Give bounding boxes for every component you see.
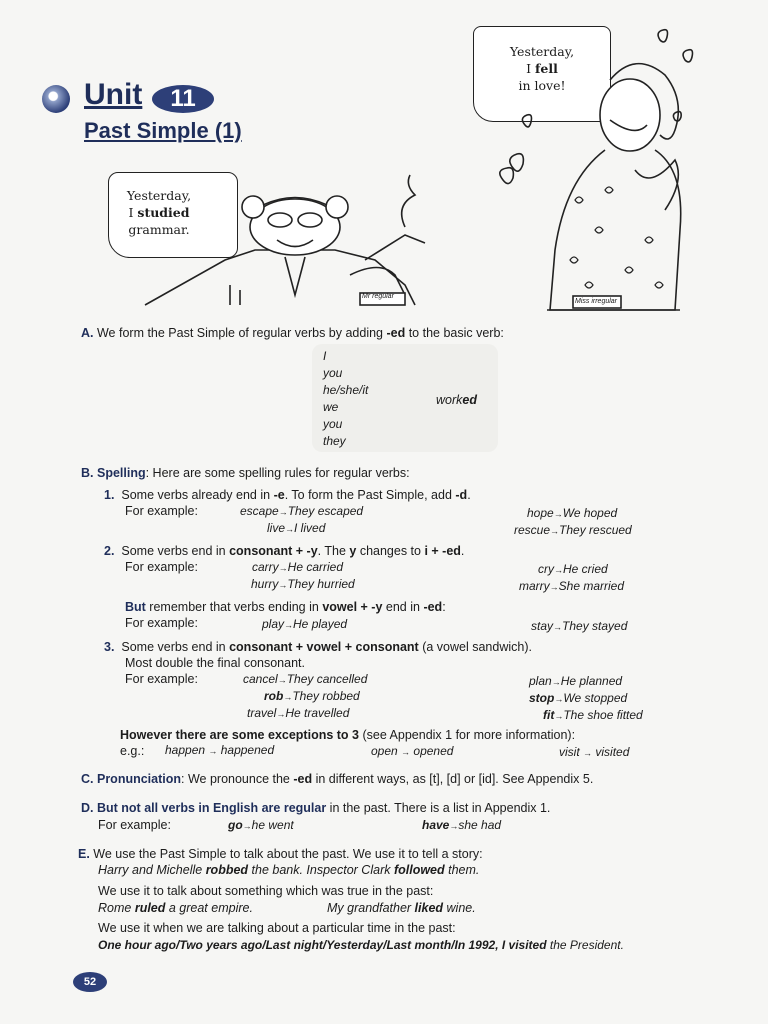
example-hope: hope→We hoped: [527, 506, 618, 520]
rule-2: 2. Some verbs end in consonant + -y. The y changes to i + -ed.: [104, 544, 465, 558]
example-carry: carry→He carried: [252, 560, 344, 574]
pronoun: you: [323, 417, 343, 431]
example-live: live→I lived: [267, 521, 326, 535]
pronoun: they: [323, 434, 346, 448]
rule-3: 3. Some verbs end in consonant + vowel + consonant (a vowel sandwich).: [104, 640, 532, 654]
pronoun: we: [323, 400, 339, 414]
worked-verb: worked: [436, 393, 477, 407]
section-e: E. We use the Past Simple to talk about the past. We use it to tell a story:: [78, 847, 483, 861]
pronoun: you: [323, 366, 343, 380]
irregular-heading: But not all verbs in English are regular: [96, 801, 327, 815]
section-e-label: E.: [78, 847, 90, 861]
page-number: 52: [83, 976, 97, 988]
example-stop: stop→We stopped: [529, 691, 628, 705]
unit-word: Unit: [84, 78, 143, 111]
woman-speech-bubble: Yesterday, I fell in love!: [473, 26, 611, 122]
woman-bubble-verb: fell: [535, 61, 558, 76]
pronoun: I: [323, 349, 327, 363]
page-number-badge: [73, 972, 107, 992]
section-d: D. But not all verbs in English are regular in the past. There is a list in Appendix 1.: [81, 801, 551, 815]
rule-1: 1. Some verbs already end in -e. To form the Past Simple, add -d.: [104, 488, 471, 502]
section-a-label: A.: [81, 326, 94, 340]
example-have: have→she had: [422, 818, 502, 832]
section-b: B. Spelling: Here are some spelling rules for regular verbs:: [81, 466, 410, 480]
for-example-label: For example:: [125, 616, 198, 630]
rome-example: Rome ruled a great empire.: [98, 901, 253, 915]
example-visit: visit → visited: [559, 745, 630, 759]
time-example: One hour ago/Two years ago/Last night/Yesterday/Last month/In 1992, I visited the President.: [98, 938, 624, 952]
eg-label: e.g.:: [120, 744, 145, 758]
section-e-line2: We use it to talk about something which was true in the past:: [98, 884, 434, 898]
unit-number: 11: [170, 85, 196, 112]
example-fit: fit→The shoe fitted: [543, 708, 643, 722]
example-stay: stay→They stayed: [531, 619, 628, 633]
woman-tag: Miss irregular: [575, 298, 618, 305]
example-hurry: hurry→They hurried: [251, 577, 355, 591]
pronoun: he/she/it: [323, 383, 369, 397]
example-go: go→he went: [228, 818, 294, 832]
spelling-heading: Spelling: [96, 466, 146, 480]
woman-bubble-line3: in love!: [518, 78, 566, 93]
exceptions-note: However there are some exceptions to 3 (see Appendix 1 for more information):: [120, 728, 576, 742]
grandfather-example: My grandfather liked wine.: [327, 901, 476, 915]
story-example: Harry and Michelle robbed the bank. Inspector Clark followed them.: [98, 863, 480, 877]
example-cry: cry→He cried: [538, 562, 608, 576]
section-a: A. We form the Past Simple of regular verbs by adding -ed to the basic verb:: [81, 326, 504, 340]
pronunciation-heading: Pronunciation: [96, 772, 182, 786]
rule-3-line2: Most double the final consonant.: [125, 656, 305, 670]
section-e-line3: We use it when we are talking about a particular time in the past:: [98, 921, 456, 935]
section-c: C. Pronunciation: We pronounce the -ed in different ways, as [t], [d] or [id]. See Appendix 5.: [81, 772, 594, 786]
woman-illustration: [485, 20, 710, 315]
section-c-label: C.: [81, 772, 94, 786]
example-happen: happen → happened: [165, 743, 275, 757]
for-example-label: For example:: [98, 818, 171, 832]
for-example-label: For example:: [125, 504, 198, 518]
example-rob: rob→They robbed: [264, 689, 360, 703]
page-title: Past Simple (1): [84, 118, 242, 143]
unit-heading: [84, 78, 142, 112]
section-b-label: B.: [81, 466, 94, 480]
conjugation-box: [312, 344, 498, 452]
example-play: play→He played: [262, 617, 348, 631]
example-travel: travel→He travelled: [247, 706, 350, 720]
for-example-label: For example:: [125, 672, 198, 686]
man-speech-bubble: Yesterday, I studied grammar.: [108, 172, 238, 258]
example-escape: escape→They escaped: [240, 504, 364, 518]
for-example-label: For example:: [125, 560, 198, 574]
man-bubble-verb: studied: [137, 205, 190, 220]
example-marry: marry→She married: [519, 579, 625, 593]
example-plan: plan→He planned: [529, 674, 623, 688]
example-rescue: rescue→They rescued: [514, 523, 632, 537]
rule-2-but: But remember that verbs ending in vowel + -y end in -ed:: [125, 600, 446, 614]
example-cancel: cancel→They cancelled: [243, 672, 368, 686]
man-bubble-line3: grammar.: [128, 222, 190, 237]
man-tag: Mr regular: [362, 293, 394, 300]
pronoun-list: [323, 348, 368, 450]
section-d-label: D.: [81, 801, 94, 815]
man-bubble-line1: Yesterday,: [126, 188, 192, 203]
unit-badge-icon: [42, 85, 70, 113]
unit-number-badge: [152, 85, 214, 113]
example-open: open → opened: [371, 744, 454, 758]
woman-bubble-line1: Yesterday,: [509, 44, 575, 59]
